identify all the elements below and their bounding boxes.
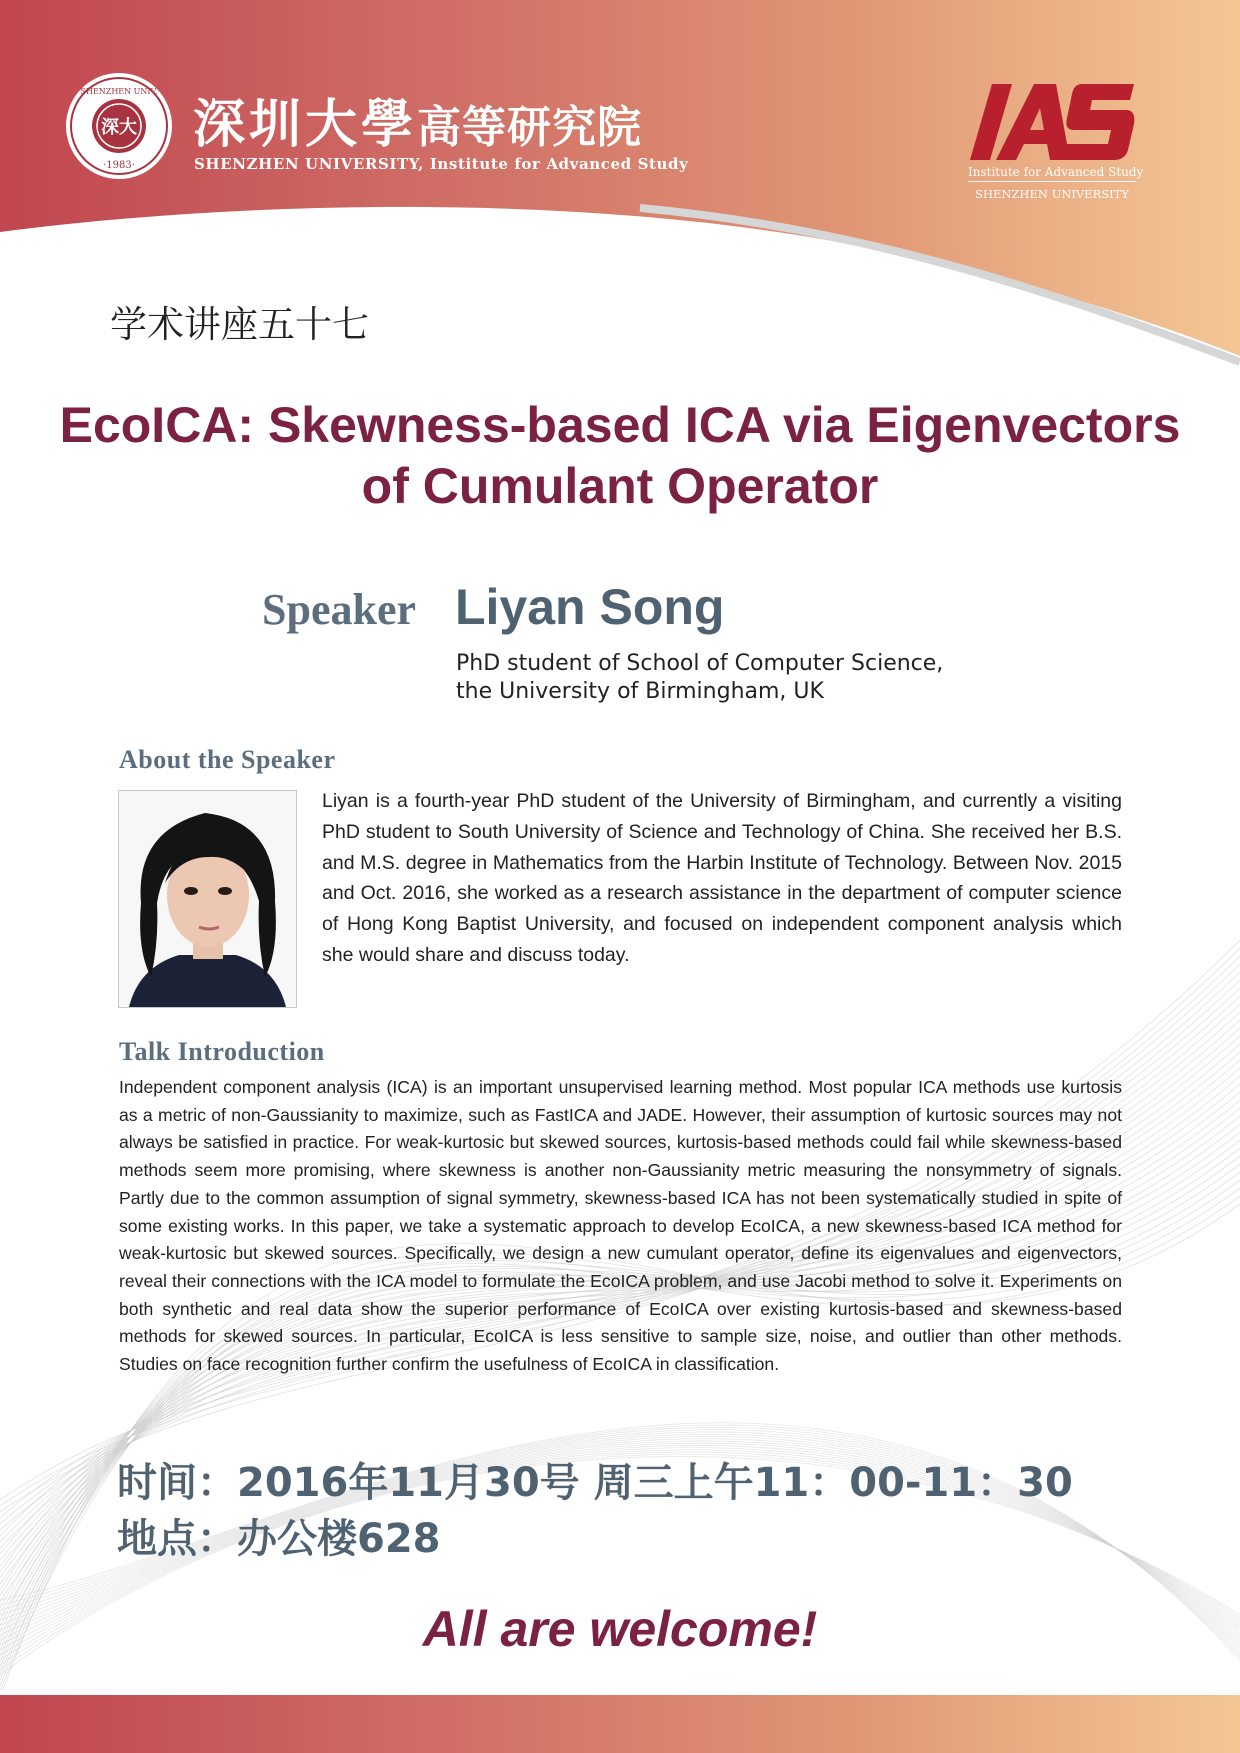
university-seal-logo <box>65 72 173 180</box>
speaker-label: Speaker <box>262 585 416 634</box>
brand-chinese-name <box>193 82 642 157</box>
talk-title-line-2: of Cumulant Operator <box>361 458 879 514</box>
talk-title-line-1: EcoICA: Skewness-based ICA via Eigenvectors <box>59 397 1181 453</box>
talk-introduction-heading: Talk Introduction <box>119 1037 325 1066</box>
talk-title <box>40 395 1200 517</box>
brand-institute-name: 高等研究院 <box>417 102 643 153</box>
affiliation-line-1: PhD student of School of Computer Science, <box>456 651 944 676</box>
ias-subtitle-institute: Institute for Advanced Study <box>968 165 1136 182</box>
welcome-message: All are welcome! <box>422 1601 818 1657</box>
event-time: 时间：2016年11月30号 周三上午11：00-11：30 <box>117 1460 1073 1506</box>
speaker-photo <box>118 790 297 1008</box>
ias-subtitle-university: SHENZHEN UNIVERSITY <box>975 187 1129 201</box>
svg-text:SHENZHEN UNIV.: SHENZHEN UNIV. <box>80 87 158 96</box>
speaker-name: Liyan Song <box>455 579 725 635</box>
footer-banner <box>0 1695 1240 1753</box>
about-speaker-heading: About the Speaker <box>119 745 336 774</box>
svg-text:·1983·: ·1983· <box>103 160 135 171</box>
talk-abstract: Independent component analysis (ICA) is an important unsupervised learning method. Most popular ICA methods use kurtosis as a metric of non-Gaussianity to maximize, such as FastICA and JADE. However, their assumption of kurtosic sources may not always be satisfied in practice. For weak-kurtosic but skewed sources, kurtosis-based methods could fail while skewness-based methods seem more promising, where skewness is another non-Gaussianity metric measuring the nonsymmetry of signals. Partly due to the common assumption of signal symmetry, skewness-based ICA has not been systematically studied in spite of some existing works. In this paper, we take a systematic approach to develop EcoICA, a new skewness-based ICA method for weak-kurtosic but skewed sources. Specifically, we design a new cumulant operator, define its eigenvalues and eigenvectors, reveal their connections with the ICA model to formulate the EcoICA problem, and use Jacobi method to solve it. Experiments on both synthetic and real data show the superior performance of EcoICA over existing kurtosis-based and skewness-based methods for skewed sources. In particular, EcoICA is less sensitive to sample size, noise, and outlier than other methods. Studies on face recognition further confirm the usefulness of EcoICA in classification. <box>119 1077 1122 1375</box>
speaker-bio: Liyan is a fourth-year PhD student of the University of Birmingham, and currently a visiting PhD student to South University of Science and Technology of China. She received her B.S. and M.S. degree in Mathematics from the Harbin Institute of Technology. Between Nov. 2015 and Oct. 2016, she worked as a research assistance in the department of computer science of Hong Kong Baptist University, and focused on independent component analysis which she would share and discuss today. <box>322 790 1122 966</box>
ias-logo <box>968 84 1136 160</box>
svg-text:深大: 深大 <box>101 117 137 138</box>
affiliation-line-2: the University of Birmingham, UK <box>456 679 824 704</box>
speaker-affiliation <box>456 650 943 706</box>
lecture-number: 学术讲座五十七 <box>110 303 369 346</box>
header-wave-divider <box>0 0 1240 420</box>
brand-university-name: 深圳大學 <box>193 94 418 155</box>
event-location: 地点：办公楼628 <box>117 1516 441 1562</box>
brand-english-name: SHENZHEN UNIVERSITY, Institute for Advanced Study <box>194 155 689 173</box>
